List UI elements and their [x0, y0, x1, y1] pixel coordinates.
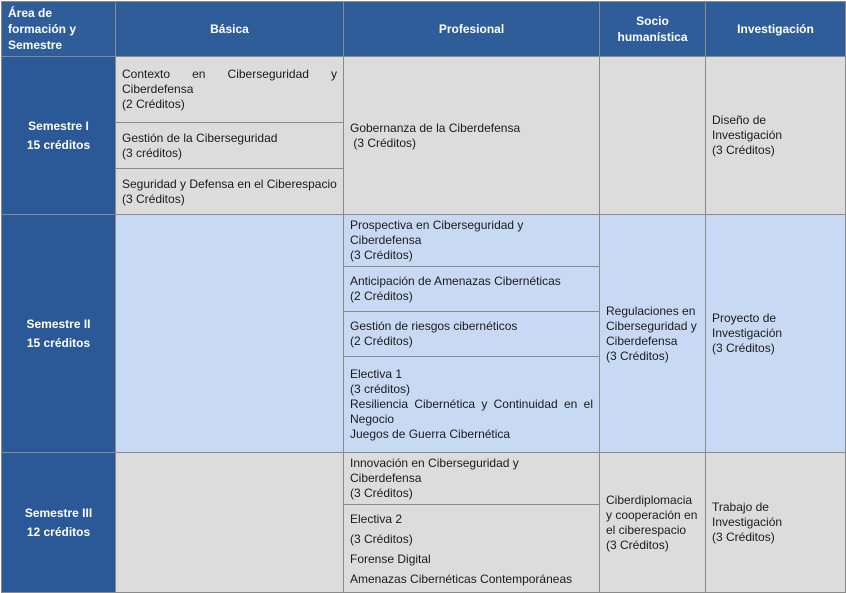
header-area: Área de formación y Semestre [2, 2, 116, 57]
elective-option: Juegos de Guerra Cibernética [350, 427, 511, 441]
course-title: Gestión de la Ciberseguridad [122, 130, 278, 145]
course-title: Prospectiva en Ciberseguridad y Ciberdefensa [350, 218, 524, 247]
course-credits: (3 Créditos) [353, 135, 417, 150]
header-row [2, 2, 846, 57]
socio-course-cell [600, 215, 706, 453]
course-credits: (2 Créditos) [350, 289, 413, 303]
semester-1-label [2, 57, 116, 215]
course-title: Ciberdiplomacia y cooperación en el ciberespacio [606, 492, 698, 537]
profesional-course-cell [344, 267, 600, 312]
course-credits: (3 Créditos) [712, 143, 775, 157]
semester-3-row-1 [2, 453, 846, 505]
semester-1-row-1 [2, 57, 846, 123]
semester-2-credits: 15 créditos [26, 335, 91, 350]
course-title: Anticipación de Amenazas Cibernéticas [350, 274, 561, 288]
course-title: Regulaciones en Ciberseguridad y Ciberdefensa [606, 303, 697, 348]
course-title: Innovación en Ciberseguridad y Ciberdefensa [350, 456, 519, 485]
course-credits: (2 Créditos) [122, 97, 185, 111]
semester-3-credits: 12 créditos [26, 524, 91, 539]
course-credits: (3 Créditos) [606, 348, 669, 363]
elective-option: Resiliencia Cibernética y Continuidad en el Negocio [350, 397, 593, 426]
basica-empty-cell [116, 453, 344, 593]
semester-2-name: Semestre II [26, 316, 91, 331]
course-title: Gestión de riesgos cibernéticos [350, 319, 518, 333]
elective-credits: (3 Créditos) [350, 531, 413, 546]
header-profesional: Profesional [344, 2, 600, 57]
profesional-course-cell [344, 215, 600, 267]
course-credits: (3 Créditos) [606, 537, 669, 552]
investigacion-course-cell [706, 57, 846, 215]
elective-title: Electiva 2 [350, 511, 403, 526]
semester-2-row-1 [2, 215, 846, 267]
elective-option: Forense Digital [350, 551, 431, 566]
elective-option: Amenazas Cibernéticas Contemporáneas [350, 571, 573, 586]
course-credits: (2 Créditos) [350, 334, 413, 348]
course-credits: (3 créditos) [122, 145, 183, 160]
header-basica: Básica [116, 2, 344, 57]
basica-empty-cell [116, 215, 344, 453]
profesional-course-cell [344, 453, 600, 505]
course-title: Proyecto de Investigación [712, 311, 783, 340]
semester-1-credits: 15 créditos [26, 137, 91, 152]
basica-course-cell [116, 169, 344, 215]
course-credits: (3 Créditos) [122, 191, 185, 206]
socio-course-cell [600, 453, 706, 593]
course-title: Gobernanza de la Ciberdefensa [350, 120, 521, 135]
course-title: Trabajo de Investigación [712, 500, 783, 529]
profesional-course-cell [344, 312, 600, 357]
elective-2-cell [344, 505, 600, 593]
socio-empty-cell [600, 57, 706, 215]
elective-1-cell [344, 357, 600, 453]
elective-credits: (3 créditos) [350, 382, 411, 396]
semester-3-label [2, 453, 116, 593]
investigacion-course-cell [706, 215, 846, 453]
course-credits: (3 Créditos) [350, 248, 413, 262]
curriculum-table [1, 1, 846, 593]
course-credits: (3 Créditos) [712, 530, 775, 544]
course-credits: (3 Créditos) [712, 341, 775, 355]
basica-course-cell [116, 123, 344, 169]
course-title: Seguridad y Defensa en el Ciberespacio [122, 176, 337, 191]
semester-3-name: Semestre III [24, 505, 93, 520]
semester-2-label [2, 215, 116, 453]
investigacion-course-cell [706, 453, 846, 593]
header-socio: Socio humanística [600, 2, 706, 57]
course-title: Contexto en Ciberseguridad y Ciberdefensa [122, 67, 337, 96]
profesional-course-cell [344, 57, 600, 215]
header-investigacion: Investigación [706, 2, 846, 57]
basica-course-cell [116, 57, 344, 123]
elective-title: Electiva 1 [350, 367, 403, 381]
course-credits: (3 Créditos) [350, 486, 413, 500]
semester-1-name: Semestre I [28, 118, 89, 133]
course-title: Diseño de Investigación [712, 113, 783, 142]
